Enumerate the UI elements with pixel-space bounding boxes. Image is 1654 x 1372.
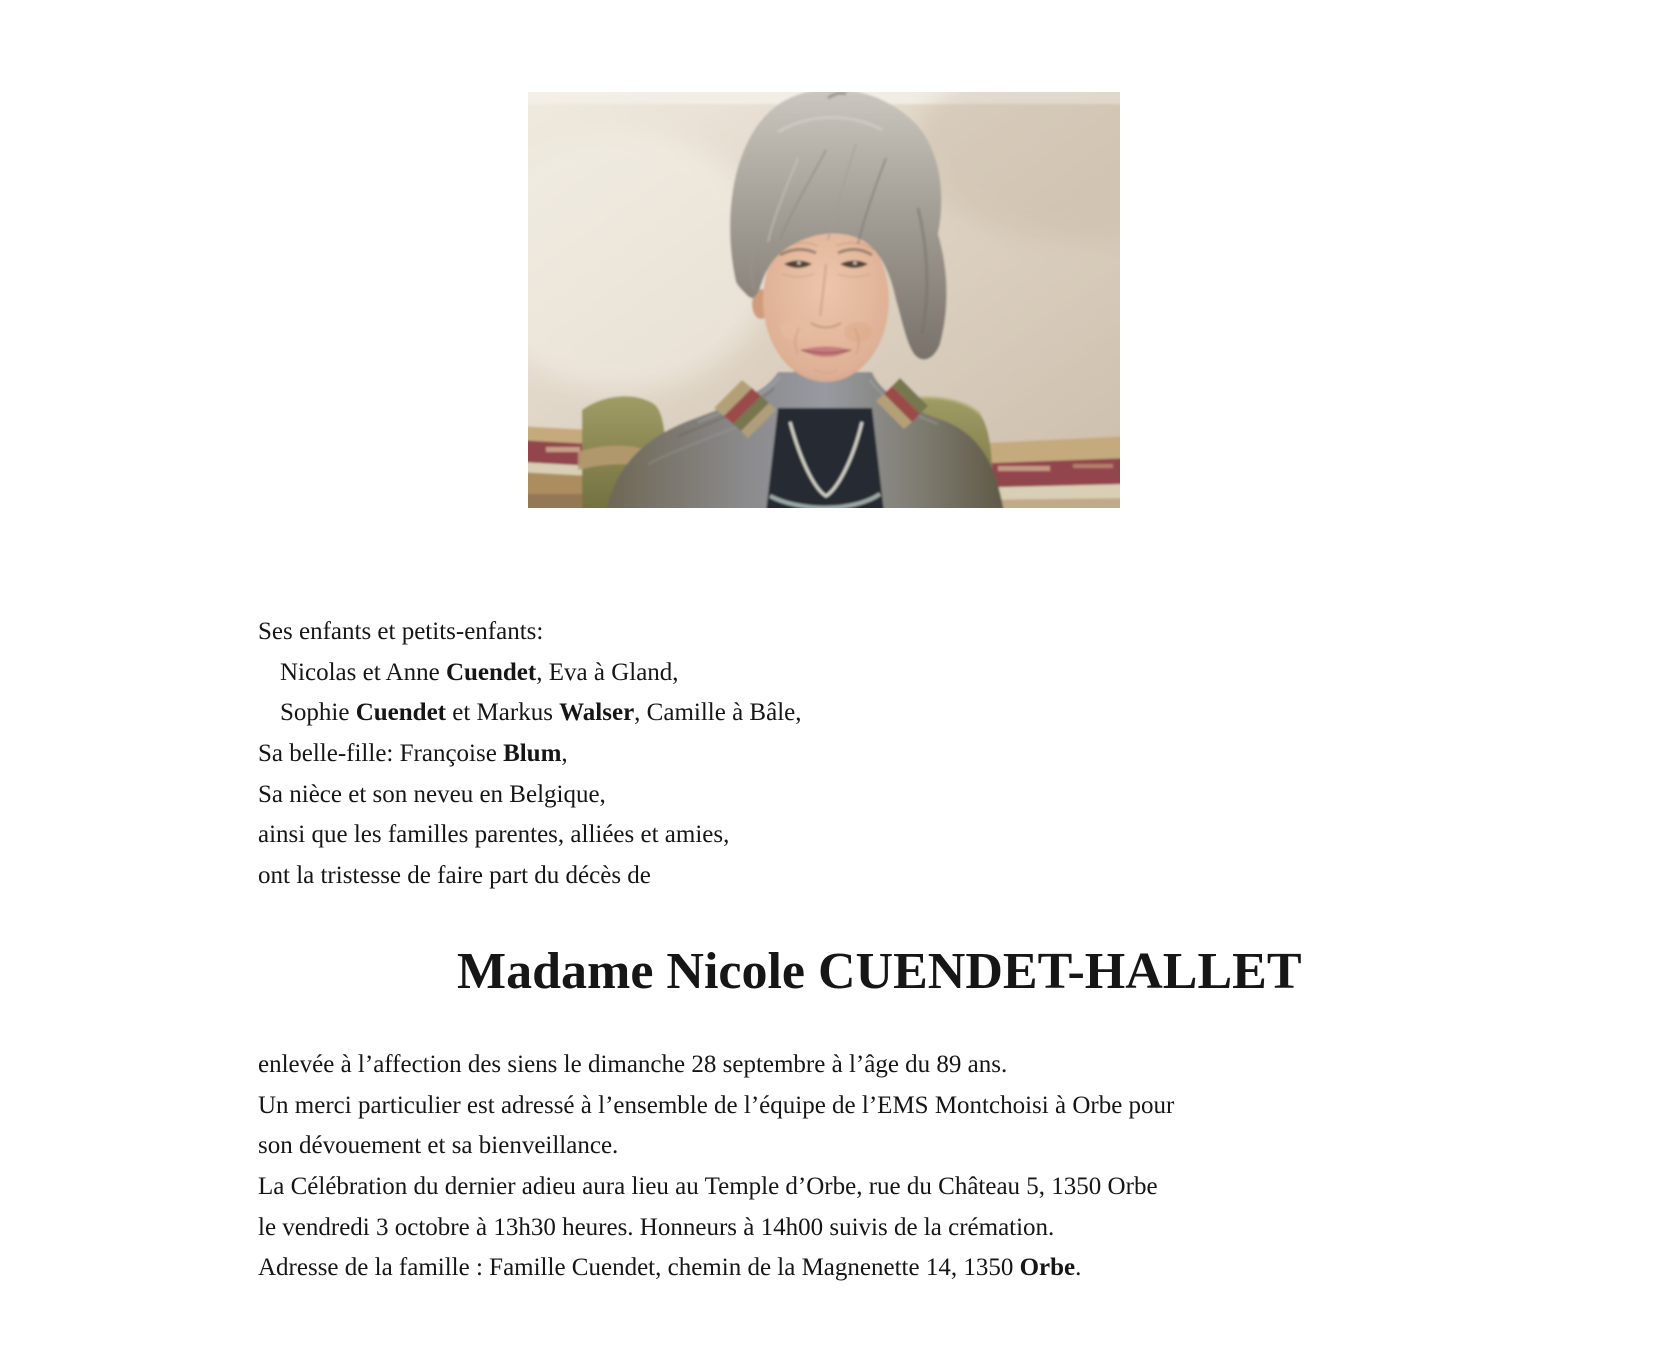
bold-text-segment: Blum bbox=[503, 740, 562, 768]
text-line bbox=[258, 1045, 1174, 1086]
text-line bbox=[258, 1086, 1174, 1127]
text-line bbox=[258, 1248, 1174, 1289]
text-segment: son dévouement et sa bienveillance. bbox=[258, 1132, 619, 1160]
text-segment: Adresse de la famille : Famille Cuendet, chemin de la Magnenette 14, 1350 bbox=[258, 1254, 1020, 1282]
text-segment: Sa belle-fille: Françoise bbox=[258, 740, 504, 768]
photo-dark-top bbox=[766, 408, 884, 508]
bold-text-segment: Cuendet bbox=[445, 658, 537, 686]
text-segment: Un merci particulier est adressé à l’ensemble de l’équipe de l’EMS Montchoisi à Orbe pour bbox=[258, 1091, 1175, 1119]
ceremony-details-block bbox=[258, 1045, 1174, 1289]
text-line bbox=[258, 856, 801, 897]
text-segment: . bbox=[1075, 1254, 1082, 1282]
text-line bbox=[258, 653, 801, 694]
text-segment: , Camille à Bâle, bbox=[634, 699, 802, 727]
text-segment: , bbox=[561, 740, 568, 768]
text-segment: et Markus bbox=[446, 699, 560, 727]
text-segment: Sophie bbox=[280, 699, 356, 727]
text-segment: Ses enfants et petits-enfants: bbox=[258, 618, 544, 645]
text-line bbox=[258, 1208, 1174, 1249]
text-segment: Sa nièce et son neveu en Belgique, bbox=[258, 780, 606, 808]
text-segment: ont la tristesse de faire part du décès de bbox=[258, 862, 651, 890]
bold-text-segment: Cuendet bbox=[355, 699, 446, 727]
bold-text-segment: Orbe bbox=[1019, 1254, 1076, 1282]
text-segment: La Célébration du dernier adieu aura lieu au Temple d’Orbe, rue du Château 5, 1350 Orbe bbox=[258, 1173, 1158, 1201]
text-line bbox=[258, 612, 801, 653]
text-segment: , Eva à Gland, bbox=[536, 658, 679, 686]
text-segment: le vendredi 3 octobre à 13h30 heures. Honneurs à 14h00 suivis de la crémation. bbox=[258, 1213, 1055, 1241]
portrait-photo-image bbox=[528, 92, 1120, 508]
text-line bbox=[258, 1167, 1174, 1208]
text-line bbox=[258, 1126, 1174, 1167]
text-segment: Nicolas et Anne bbox=[280, 658, 446, 686]
deceased-name-title: Madame Nicole CUENDET-HALLET bbox=[457, 943, 1302, 1000]
family-intro-block bbox=[258, 612, 801, 897]
text-line bbox=[258, 693, 801, 734]
text-line bbox=[258, 775, 801, 816]
bold-text-segment: Walser bbox=[559, 699, 635, 727]
text-segment: ainsi que les familles parentes, alliées et amies, bbox=[258, 821, 730, 849]
portrait-photo bbox=[528, 92, 1120, 508]
text-line bbox=[258, 815, 801, 856]
text-line bbox=[258, 734, 801, 775]
text-segment: enlevée à l’affection des siens le dimanche 28 septembre à l’âge du 89 ans. bbox=[258, 1051, 1008, 1078]
